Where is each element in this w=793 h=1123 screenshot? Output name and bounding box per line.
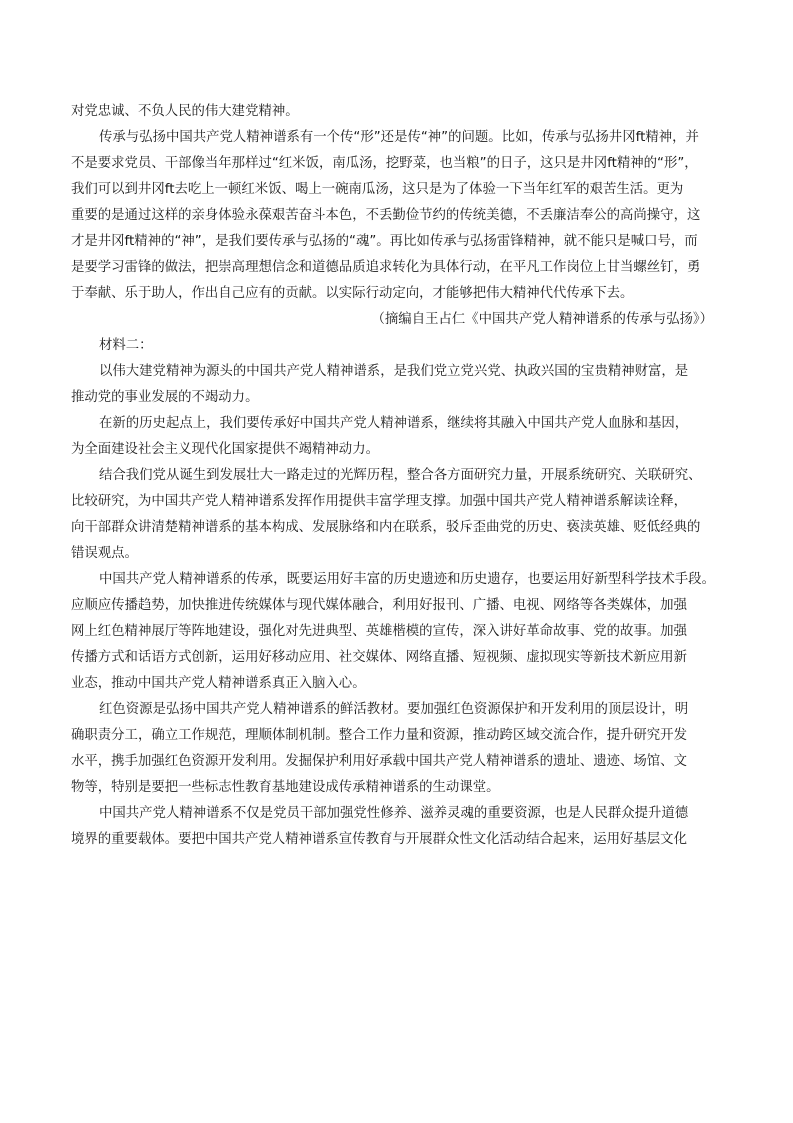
text-line: 物等，特别是要把一些标志性教育基地建设成传承精神谱系的生动课堂。: [71, 780, 500, 795]
text-line: 于奉献、乐于助人，作出自己应有的贡献。以实际行动定向，才能够把伟大精神代代传承下去。: [71, 286, 634, 301]
text-line: 不是要求党员、干部像当年那样过“红米饭，南瓜汤，挖野菜，也当粮”的日子，这只是井冈ft精神的“形”，: [71, 156, 698, 171]
text-line: 错误观点。: [71, 546, 138, 561]
text-line: 才是井冈ft精神的“神”，是我们要传承与弘扬的“魂”。再比如传承与弘扬雷锋精神，就不能只是喊口号，而: [71, 234, 698, 249]
text-line: 材料二：: [99, 338, 153, 353]
text-line: 推动党的事业发展的不竭动力。: [71, 390, 259, 405]
text-line: 中国共产党人精神谱系的传承，既要运用好丰富的历史遗迹和历史遗存，也要运用好新型科学技术手段。: [99, 572, 715, 587]
text-line: 对党忠诚、不负人民的伟大建党精神。: [71, 104, 299, 119]
text-line: 比较研究，为中国共产党人精神谱系发挥作用提供丰富学理支撑。加强中国共产党人精神谱系解读诠释，: [71, 494, 687, 509]
text-line: 重要的是通过这样的亲身体验永葆艰苦奋斗本色，不丢勤俭节约的传统美德，不丢廉洁奉公的高尚操守，这: [71, 208, 701, 223]
text-line: 确职责分工，确立工作规范，理顺体制机制。整合工作力量和资源，推动跨区域交流合作，提升研究开发: [71, 728, 687, 743]
text-line: 在新的历史起点上，我们要传承好中国共产党人精神谱系，继续将其融入中国共产党人血脉和基因，: [99, 416, 689, 431]
text-line: 是要学习雷锋的做法，把崇高理想信念和道德品质追求转化为具体行动，在平凡工作岗位上甘当螺丝钉，勇: [71, 260, 701, 275]
text-line: 传播方式和话语方式创新，运用好移动应用、社交媒体、网络直播、短视频、虚拟现实等新技术新应用新: [71, 650, 687, 665]
text-line: 红色资源是弘扬中国共产党人精神谱系的鲜活教材。要加强红色资源保护和开发利用的顶层设计，明: [99, 702, 689, 717]
text-line: 我们可以到井冈ft去吃上一顿红米饭、喝上一碗南瓜汤，这只是为了体验一下当年红军的艰苦生活。更为: [71, 182, 684, 197]
text-line: 传承与弘扬中国共产党人精神谱系有一个传“形”还是传“神”的问题。比如，传承与弘扬井冈ft精神，并: [99, 130, 699, 145]
text-line: 向干部群众讲清楚精神谱系的基本构成、发展脉络和内在联系，驳斥歪曲党的历史、亵渎英雄、贬低经典的: [71, 520, 701, 535]
source-citation: （摘编自王占仁《中国共产党人精神谱系的传承与弘扬》）: [371, 312, 713, 327]
document-body: [71, 99, 727, 853]
text-line: 网上红色精神展厅等阵地建设，强化对先进典型、英雄楷模的宣传，深入讲好革命故事、党的故事。加强: [71, 624, 687, 639]
text-line: 中国共产党人精神谱系不仅是党员干部加强党性修养、滋养灵魂的重要资源，也是人民群众提升道德: [99, 806, 689, 821]
text-line: 为全面建设社会主义现代化国家提供不竭精神动力。: [71, 442, 379, 457]
text-line: 境界的重要载体。要把中国共产党人精神谱系宣传教育与开展群众性文化活动结合起来，运用好基层文化: [71, 832, 687, 847]
text-line: 结合我们党从诞生到发展壮大一路走过的光辉历程，整合各方面研究力量，开展系统研究、关联研究、: [99, 468, 702, 483]
text-line: 水平，携手加强红色资源开发利用。发掘保护利用好承载中国共产党人精神谱系的遗址、遗迹、场馆、文: [71, 754, 687, 769]
text-line: 以伟大建党精神为源头的中国共产党人精神谱系，是我们党立党兴党、执政兴国的宝贵精神财富，是: [99, 364, 689, 379]
text-line: 应顺应传播趋势，加快推进传统媒体与现代媒体融合，利用好报刊、广播、电视、网络等各类媒体，加强: [71, 598, 687, 613]
text-line: 业态，推动中国共产党人精神谱系真正入脑入心。: [71, 676, 366, 691]
